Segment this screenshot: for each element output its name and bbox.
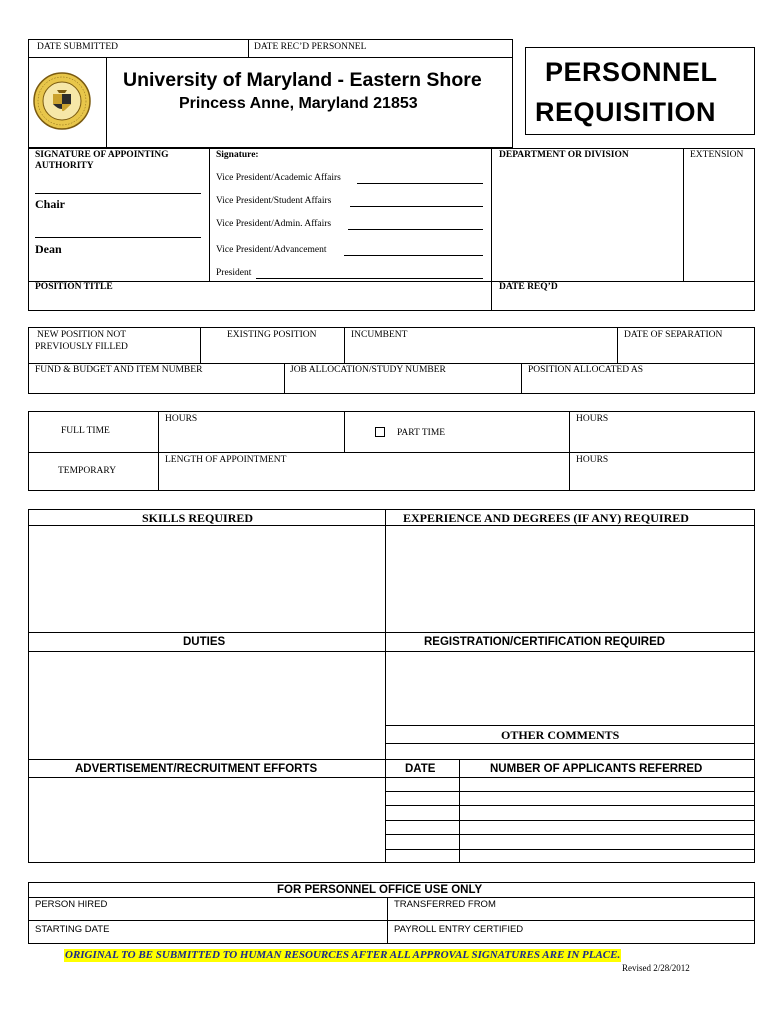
vp-admin-signature-line[interactable] [348, 229, 483, 230]
duties-field[interactable] [29, 652, 384, 758]
starting-date-label: STARTING DATE [35, 924, 110, 935]
hours-label-2: HOURS [576, 414, 609, 424]
recruitment-table-row[interactable] [386, 850, 754, 862]
temporary-label: TEMPORARY [58, 466, 117, 476]
experience-field[interactable] [386, 526, 754, 631]
submission-notice: ORIGINAL TO BE SUBMITTED TO HUMAN RESOURCES AFTER ALL APPROVAL SIGNATURES ARE IN PLACE. [65, 949, 621, 961]
advertisement-header: ADVERTISEMENT/RECRUITMENT EFFORTS [75, 763, 318, 775]
vp-student-label: Vice President/Student Affairs [216, 196, 332, 206]
date-submitted-field[interactable] [30, 53, 246, 56]
form-title-requisition: REQUISITION [535, 97, 717, 127]
dean-label: Dean [35, 242, 62, 256]
signature-label: Signature: [216, 150, 259, 160]
president-signature-line[interactable] [256, 278, 483, 279]
position-allocated-label: POSITION ALLOCATED AS [528, 365, 644, 375]
recruitment-table-row[interactable] [386, 806, 754, 819]
vp-academic-signature-line[interactable] [357, 183, 483, 184]
dean-signature-line[interactable] [35, 237, 201, 238]
extension-label: EXTENSION [690, 150, 744, 160]
hours-label-1: HOURS [165, 414, 198, 424]
other-comments-header: OTHER COMMENTS [501, 728, 620, 742]
hours-label-3: HOURS [576, 455, 609, 465]
office-use-header: FOR PERSONNEL OFFICE USE ONLY [277, 884, 483, 896]
date-reqd-label: DATE REQ’D [499, 282, 558, 292]
university-address: Princess Anne, Maryland 21853 [179, 95, 418, 112]
recruitment-table-row[interactable] [386, 835, 754, 848]
vp-admin-label: Vice President/Admin. Affairs [216, 219, 332, 229]
chair-label: Chair [35, 197, 65, 211]
vp-academic-label: Vice President/Academic Affairs [216, 173, 341, 183]
recruitment-table-row[interactable] [386, 792, 754, 805]
full-time-label: FULL TIME [61, 426, 110, 436]
skills-required-field[interactable] [29, 526, 384, 631]
experience-header: EXPERIENCE AND DEGREES (IF ANY) REQUIRED [403, 511, 689, 525]
new-position-label-1: NEW POSITION NOT [37, 330, 127, 340]
payroll-label: PAYROLL ENTRY CERTIFIED [394, 924, 524, 935]
date-submitted-label: DATE SUBMITTED [37, 42, 119, 52]
appointing-authority-label: SIGNATURE OF APPOINTING AUTHORITY [35, 150, 169, 171]
skills-required-header: SKILLS REQUIRED [142, 511, 254, 525]
university-name: University of Maryland - Eastern Shore [123, 69, 482, 91]
person-hired-label: PERSON HIRED [35, 899, 108, 910]
revised-date: Revised 2/28/2012 [622, 963, 690, 973]
applicants-referred-header: NUMBER OF APPLICANTS REFERRED [490, 763, 703, 775]
date-header: DATE [405, 763, 436, 775]
chair-signature-line[interactable] [35, 193, 201, 194]
recruitment-table-row[interactable] [386, 778, 754, 791]
incumbent-label: INCUMBENT [351, 330, 408, 340]
registration-field[interactable] [386, 652, 754, 724]
president-label: President [216, 268, 252, 278]
fund-budget-label: FUND & BUDGET AND ITEM NUMBER [35, 365, 203, 375]
part-time-checkbox[interactable] [375, 427, 385, 437]
part-time-label: PART TIME [397, 428, 446, 438]
duties-header: DUTIES [183, 636, 226, 648]
university-seal-icon [33, 72, 91, 130]
date-of-separation-label: DATE OF SEPARATION [624, 330, 723, 340]
registration-header: REGISTRATION/CERTIFICATION REQUIRED [424, 636, 666, 648]
position-title-label: POSITION TITLE [35, 282, 113, 292]
form-title-personnel: PERSONNEL [545, 57, 718, 87]
length-of-appointment-label: LENGTH OF APPOINTMENT [165, 455, 287, 465]
vp-advancement-label: Vice President/Advancement [216, 245, 327, 255]
department-label: DEPARTMENT OR DIVISION [499, 150, 629, 160]
vp-student-signature-line[interactable] [350, 206, 483, 207]
advertisement-field[interactable] [29, 778, 384, 862]
existing-position-label: EXISTING POSITION [227, 330, 317, 340]
date-recd-personnel-label: DATE REC’D PERSONNEL [254, 42, 367, 52]
new-position-label-2: PREVIOUSLY FILLED [35, 342, 128, 352]
vp-advancement-signature-line[interactable] [344, 255, 483, 256]
transferred-from-label: TRANSFERRED FROM [394, 899, 496, 910]
job-allocation-label: JOB ALLOCATION/STUDY NUMBER [290, 365, 446, 375]
recruitment-table-row[interactable] [386, 821, 754, 834]
employment-type-section [28, 411, 755, 491]
